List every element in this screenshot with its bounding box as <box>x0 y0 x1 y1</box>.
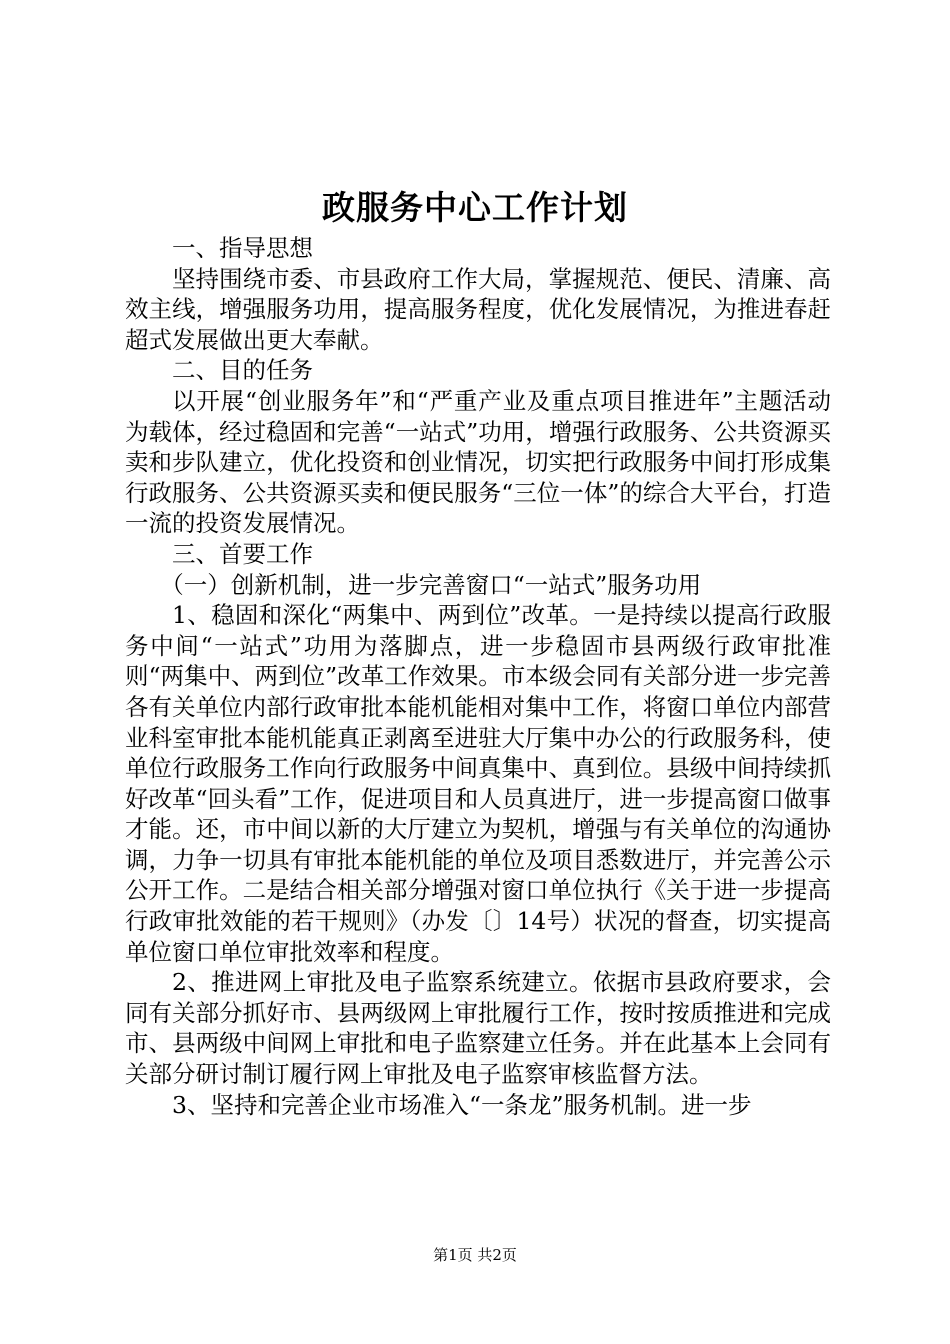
paragraph: 1、稳固和深化“两集中、两到位”改革。一是持续以提高行政服务中间“一站式”功用为落脚点，进一步稳固市县两级行政审批准则“两集中、两到位”改革工作效果。市本级会同有关部分进一步完善各有关单位内部行政审批本能机能相对集中工作，将窗口单位内部营业科室审批本能机能真正剥离至进驻大厅集中办公的行政服务科，使单位行政服务工作向行政服务中间真集中、真到位。县级中间持续抓好改革“回头看”工作，促进项目和人员真进厅，进一步提高窗口做事才能。还，市中间以新的大厅建立为契机，增强与有关单位的沟通协调，力争一切具有审批本能机能的单位及项目悉数进厅，并完善公示公开工作。二是结合相关部分增强对窗口单位执行《关于进一步提高行政审批效能的若干规则》（办发〔〕14号）状况的督查，切实提高单位窗口单位审批效率和程度。 <box>125 601 831 966</box>
paragraph: 以开展“创业服务年”和“严重产业及重点项目推进年”主题活动为载体，经过稳固和完善“一站式”功用，增强行政服务、公共资源买卖和步队建立，优化投资和创业情况，切实把行政服务中间打形成集行政服务、公共资源买卖和便民服务“三位一体”的综合大平台，打造一流的投资发展情况。 <box>125 386 831 538</box>
section-heading: 三、首要工作 <box>172 539 313 568</box>
page-footer: 第1页 共2页 <box>433 1246 517 1264</box>
section-heading: 一、指导思想 <box>172 234 313 262</box>
paragraph: 2、推进网上审批及电子监察系统建立。依据市县政府要求，会同有关部分抓好市、县两级网上审批履行工作，按时按质推进和完成市、县两级中间网上审批和电子监察建立任务。并在此基本上会同有关部分研讨制订履行网上审批及电子监察审核监督方法。 <box>125 968 831 1089</box>
document-title: 政服务中心工作计划 <box>322 188 628 227</box>
paragraph: 坚持围绕市委、市县政府工作大局，掌握规范、便民、清廉、高效主线，增强服务功用，提高服务程度，优化发展情况，为推进春赶超式发展做出更大奉献。 <box>125 264 831 354</box>
section-heading: 二、目的任务 <box>172 356 313 385</box>
paragraph: 3、坚持和完善企业市场准入“一条龙”服务机制。进一步 <box>172 1090 752 1119</box>
document-body <box>125 233 831 1120</box>
subsection-heading: （一）创新机制，进一步完善窗口“一站式”服务功用 <box>160 570 702 599</box>
